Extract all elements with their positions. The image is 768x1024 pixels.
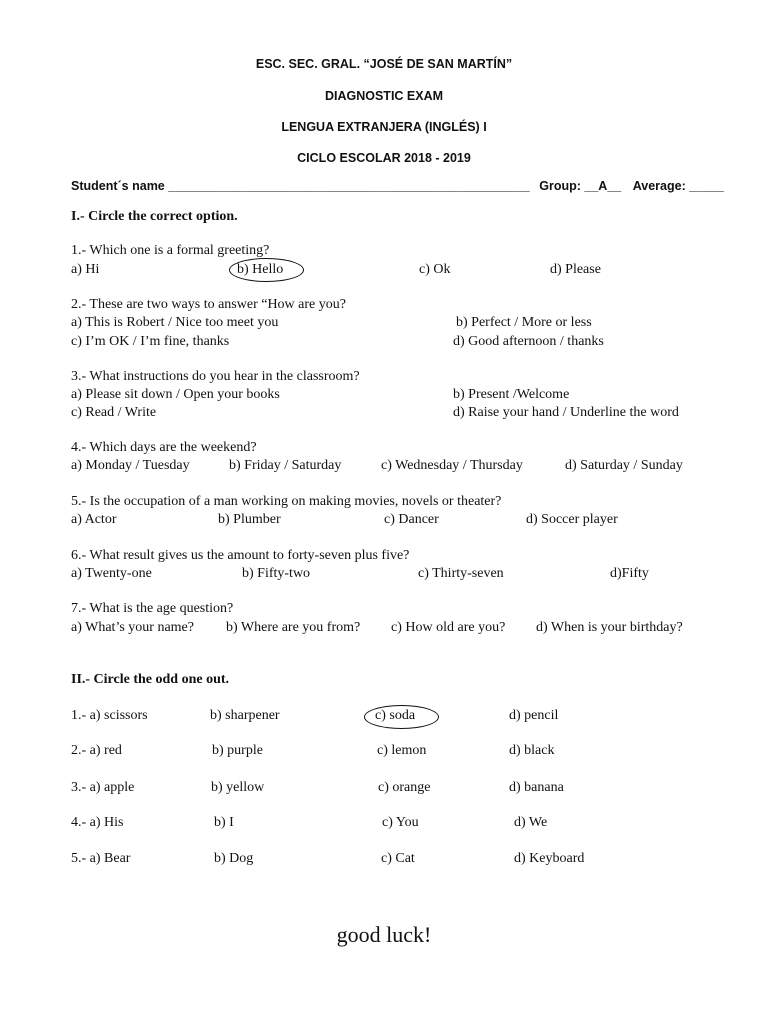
answer-circle-mark <box>229 258 304 282</box>
school-cycle: CICLO ESCOLAR 2018 - 2019 <box>297 151 471 165</box>
q6-question: 6.- What result gives us the amount to forty-seven plus five? <box>71 548 410 563</box>
q7-option-a[interactable]: a) What’s your name? <box>71 620 194 635</box>
odd-row2-d[interactable]: d) black <box>509 743 555 758</box>
section2-title: II.- Circle the odd one out. <box>71 672 230 687</box>
odd-row4-b[interactable]: b) I <box>214 815 234 830</box>
odd-row1-d[interactable]: d) pencil <box>509 708 559 723</box>
odd-row3-d[interactable]: d) banana <box>509 780 564 795</box>
q4-question: 4.- Which days are the weekend? <box>71 440 257 455</box>
q5-question: 5.- Is the occupation of a man working on making movies, novels or theater? <box>71 494 502 509</box>
odd-row1-b[interactable]: b) sharpener <box>210 708 280 723</box>
group-field[interactable]: __A__ <box>584 179 622 193</box>
odd-row3-b[interactable]: b) yellow <box>211 780 265 795</box>
odd-row5-b[interactable]: b) Dog <box>214 851 254 866</box>
odd-row3-a[interactable]: 3.- a) apple <box>71 780 135 795</box>
group-label: Group: <box>539 179 581 193</box>
q7-question: 7.- What is the age question? <box>71 601 234 616</box>
average-field[interactable]: _____ <box>689 179 725 193</box>
q1-option-a[interactable]: a) Hi <box>71 262 100 277</box>
odd-row2-c[interactable]: c) lemon <box>377 743 427 758</box>
odd-row1-a[interactable]: 1.- a) scissors <box>71 708 148 723</box>
q4-option-a[interactable]: a) Monday / Tuesday <box>71 458 190 473</box>
q4-option-b[interactable]: b) Friday / Saturday <box>229 458 342 473</box>
odd-row4-d[interactable]: d) We <box>514 815 548 830</box>
q3-option-b[interactable]: b) Present /Welcome <box>453 387 570 402</box>
q3-question: 3.- What instructions do you hear in the classroom? <box>71 369 360 384</box>
q1-option-c[interactable]: c) Ok <box>419 262 451 277</box>
odd-row2-b[interactable]: b) purple <box>212 743 263 758</box>
q1-option-b[interactable]: b) Hello <box>237 262 284 277</box>
q7-option-c[interactable]: c) How old are you? <box>391 620 506 635</box>
q4-option-d[interactable]: d) Saturday / Sunday <box>565 458 683 473</box>
student-info-line <box>71 179 724 193</box>
odd-row3-c[interactable]: c) orange <box>378 780 431 795</box>
q5-option-a[interactable]: a) Actor <box>71 512 117 527</box>
exam-title: DIAGNOSTIC EXAM <box>324 89 444 103</box>
q5-option-d[interactable]: d) Soccer player <box>526 512 618 527</box>
q7-option-b[interactable]: b) Where are you from? <box>226 620 361 635</box>
q5-option-c[interactable]: c) Dancer <box>384 512 439 527</box>
q6-option-d[interactable]: d)Fifty <box>610 566 649 581</box>
school-name: ESC. SEC. GRAL. “JOSÉ DE SAN MARTÍN” <box>255 57 513 71</box>
student-name-label: Student´s name <box>71 179 165 193</box>
q2-option-b[interactable]: b) Perfect / More or less <box>456 315 592 330</box>
odd-row4-c[interactable]: c) You <box>382 815 419 830</box>
q2-option-a[interactable]: a) This is Robert / Nice too meet you <box>71 315 279 330</box>
q2-question: 2.- These are two ways to answer “How are you? <box>71 297 346 312</box>
student-name-field[interactable]: ____________________________________________________ <box>168 179 530 193</box>
odd-row5-a[interactable]: 5.- a) Bear <box>71 851 131 866</box>
q2-option-d[interactable]: d) Good afternoon / thanks <box>453 334 604 349</box>
good-luck-text: good luck! <box>336 922 432 947</box>
q2-option-c[interactable]: c) I’m OK / I’m fine, thanks <box>71 334 230 349</box>
odd-row1-c[interactable]: c) soda <box>375 708 416 723</box>
q1-option-d[interactable]: d) Please <box>550 262 601 277</box>
q3-option-d[interactable]: d) Raise your hand / Underline the word <box>453 405 679 420</box>
average-label: Average: <box>632 179 686 193</box>
q4-option-c[interactable]: c) Wednesday / Thursday <box>381 458 523 473</box>
odd-row5-c[interactable]: c) Cat <box>381 851 415 866</box>
q3-option-a[interactable]: a) Please sit down / Open your books <box>71 387 280 402</box>
q7-option-d[interactable]: d) When is your birthday? <box>536 620 683 635</box>
q5-option-b[interactable]: b) Plumber <box>218 512 281 527</box>
section1-title: I.- Circle the correct option. <box>71 209 238 224</box>
q6-option-b[interactable]: b) Fifty-two <box>242 566 311 581</box>
odd-row5-d[interactable]: d) Keyboard <box>514 851 585 866</box>
subject-title: LENGUA EXTRANJERA (INGLÉS) I <box>281 120 487 134</box>
answer-circle-mark <box>364 705 439 729</box>
q3-option-c[interactable]: c) Read / Write <box>71 405 157 420</box>
q6-option-c[interactable]: c) Thirty-seven <box>418 566 504 581</box>
odd-row4-a[interactable]: 4.- a) His <box>71 815 124 830</box>
q6-option-a[interactable]: a) Twenty-one <box>71 566 152 581</box>
odd-row2-a[interactable]: 2.- a) red <box>71 743 122 758</box>
q1-question: 1.- Which one is a formal greeting? <box>71 243 270 258</box>
